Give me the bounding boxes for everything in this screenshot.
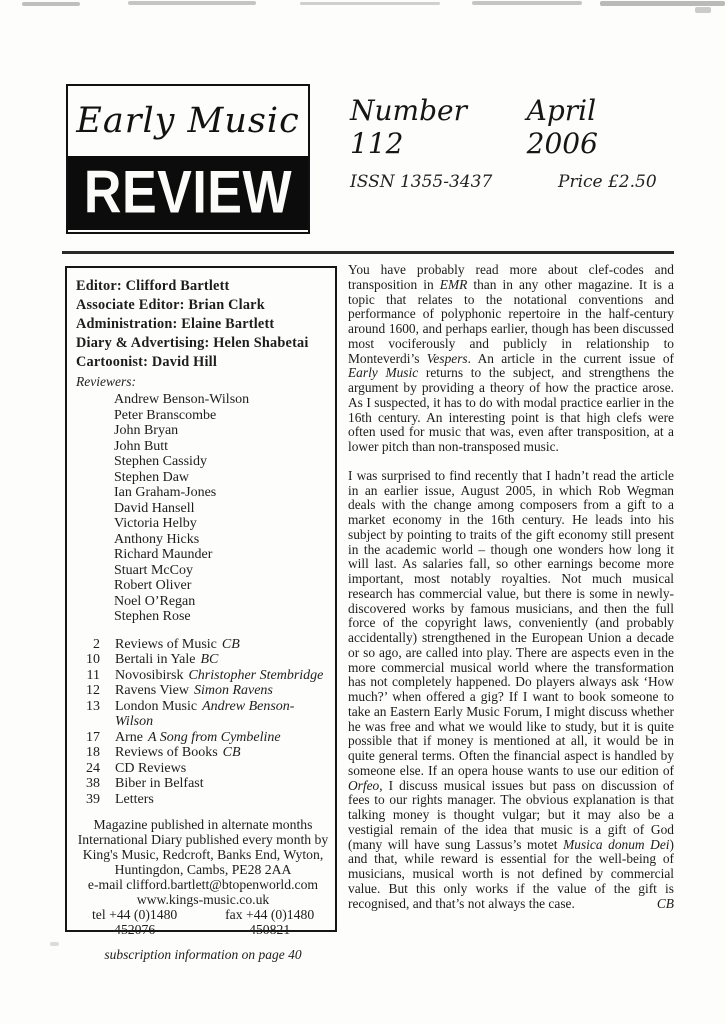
editorial-paragraph-2: I was surprised to find recently that I hadn’t read the article in an earlier issue, August 2005, in which Rob Wegman deals with the change among composers from a gift to a market economy in the 16th century. He leads into his subject by pointing to traits of the gift economy still present in the academic world – though one wonders how long it will last. As salaries fall, so other earnings become more important, most notably royalties. Not much musical research has commercial value, but there is some in newly-discovered works by famous musicians, and then the full force of the copyright laws, conveniently (and probably accidentally) strengthened in the European Union a decade or so ago, are called into play. There are aspects even in the more commercial musical world where the transformation has not completely happened. Do players always ask ‘How much?’ when offered a gig? If I want to book someone to take an Eastern Early Music Forum, I might discuss whether he was free and what we would like to study, but it is quite possible that if money is mentioned at all, it would be in quite general terms. Often the financial aspect is handled by someone else. If an opera house wants to use our edition of Orfeo, I discuss musical issues but pass on discussion of fees to our rights manager. The obvious explanation is that talking money is thought vulgar; but it may also be a vestigial remain of the idea that music is a gift of God (many will have sung Lassus’s motet Musica donum Dei) and that, while reward is essential for the well-being of musicians, musical worth is not defined by commercial value. But this only works if the value of the gift is recognised, and that’s not always the case. CB [348, 467, 674, 911]
publisher-note [76, 817, 330, 937]
info-panel [65, 266, 337, 962]
header-rule [62, 251, 674, 254]
toc-page-number: 38 [86, 776, 100, 791]
publisher-telfax [76, 907, 330, 937]
toc-byline: Andrew Benson-Wilson [115, 698, 295, 729]
toc-entry-title: Reviews of Music CB [115, 636, 240, 652]
toc-page-number: 39 [86, 791, 100, 807]
staff-line-administration: Administration: Elaine Bartlett [76, 316, 275, 332]
toc-page-number: 18 [86, 745, 100, 760]
reviewers-heading: Reviewers: [76, 374, 136, 389]
toc-byline: Simon Ravens [193, 683, 273, 698]
issue-date: April 2006 [526, 94, 598, 160]
toc-page-number: 11 [86, 667, 100, 683]
reviewer-name: Anthony Hicks [114, 531, 200, 547]
masthead-logo [66, 84, 310, 234]
publisher-website: www.kings-music.co.uk [136, 892, 270, 907]
scan-artifact [600, 1, 725, 6]
scan-artifact [695, 7, 711, 13]
toc-entry-title: CD Reviews [115, 760, 187, 776]
editorial-paragraph-1: You have probably read more about clef-codes and transposition in EMR than in any other magazine. It is a topic that relates to the notational conventions and performance of polyphonic repertoire in the half-century around 1600, and perhaps earlier, though has been discussed most vociferously and publicly in relationship to Monteverdi’s Vespers. An article in the current issue of Early Music returns to the subject, and strengthens the argument by providing a theory of how the practice arose. As I suspected, it has to do with modal practice earlier in the 16th century. An interesting point is that high clefs were often used for music that was, even after transposition, at a lower pitch than non-transposed music. [348, 262, 675, 454]
toc-row [76, 776, 330, 792]
price: Price £2.50 [558, 172, 657, 192]
publisher-fax: fax +44 (0)1480 450821 [225, 907, 315, 937]
scan-artifact [22, 2, 80, 6]
toc-row [76, 792, 330, 808]
reviewer-name: Andrew Benson-Wilson [114, 392, 250, 407]
toc-entry-title: Arne A Song from Cymbeline [115, 729, 281, 745]
logo-review-banner [68, 156, 308, 230]
reviewer-name: Stuart McCoy [114, 562, 193, 578]
publisher-line: Magazine published in alternate months [93, 817, 313, 832]
toc-byline: CB [221, 636, 240, 652]
toc-row [76, 683, 330, 699]
reviewer-name: Victoria Helby [114, 516, 197, 531]
staff-line-associate-editor: Associate Editor: Brian Clark [76, 297, 265, 313]
reviewer-name: John Butt [114, 438, 169, 454]
subscription-note: subscription information on page 40 [104, 947, 302, 962]
publisher-line: Huntingdon, Cambs, PE28 2AA [114, 862, 292, 877]
editorial-signature: CB [656, 895, 674, 911]
reviewer-name: Peter Branscombe [114, 407, 217, 423]
toc-row [76, 668, 330, 684]
staff-line-cartoonist: Cartoonist: David Hill [76, 354, 218, 370]
toc-page-number: 13 [86, 698, 100, 714]
editorial-column [348, 263, 674, 911]
reviewer-name: Stephen Rose [114, 609, 191, 624]
staff-line-diary-advertising: Diary & Advertising: Helen Shabetai [76, 335, 309, 351]
publisher-line: International Diary published every month by [77, 832, 329, 847]
logo-title-area [68, 86, 308, 156]
reviewer-name: John Bryan [114, 423, 179, 438]
toc-byline: CB [222, 745, 241, 760]
toc-page-number: 12 [86, 683, 100, 698]
reviewer-name: Robert Oliver [114, 578, 192, 593]
toc-entry-title: Bertali in Yale BC [115, 652, 219, 667]
toc-page-number: 10 [86, 652, 100, 667]
issue-number: Number 112 [350, 94, 467, 160]
reviewer-name: Ian Graham-Jones [114, 485, 217, 500]
table-of-contents [76, 637, 330, 808]
toc-row [76, 637, 330, 653]
issue-meta [350, 172, 674, 192]
toc-row [76, 761, 330, 777]
toc-page-number: 24 [86, 760, 100, 776]
toc-entry-title: Novosibirsk Christopher Stembridge [115, 667, 324, 683]
toc-row [76, 745, 330, 761]
issue-header [350, 94, 674, 160]
reviewer-name: Noel O’Regan [114, 593, 196, 609]
toc-entry-title: London Music Andrew Benson-Wilson [115, 698, 295, 729]
issn: ISSN 1355-3437 [350, 172, 493, 192]
scan-artifact [472, 1, 582, 5]
publisher-line: King's Music, Redcroft, Banks End, Wyton, [82, 847, 324, 862]
toc-row [76, 652, 330, 668]
logo-review-text: REVIEW [83, 159, 293, 227]
scan-artifact [50, 942, 59, 946]
publisher-email: e-mail clifford.bartlett@btopenworld.com [87, 877, 319, 892]
reviewer-name: Stephen Daw [114, 469, 190, 485]
toc-entry-title: Reviews of Books CB [115, 745, 241, 760]
toc-page-number: 2 [93, 636, 100, 652]
reviewer-list [76, 392, 330, 625]
reviewer-name: David Hansell [114, 500, 195, 516]
toc-row [76, 730, 330, 746]
toc-row [76, 699, 330, 730]
staff-line-editor: Editor: Clifford Bartlett [76, 278, 230, 294]
toc-byline: A Song from Cymbeline [148, 729, 281, 745]
publisher-tel: tel +44 (0)1480 452076 [92, 907, 178, 937]
scan-artifact [128, 1, 256, 5]
reviewer-name: Stephen Cassidy [114, 454, 207, 469]
toc-entry-title: Ravens View Simon Ravens [115, 683, 273, 698]
scan-artifact [300, 2, 440, 5]
toc-entry-title: Biber in Belfast [115, 776, 204, 791]
toc-page-number: 17 [86, 729, 100, 745]
toc-byline: Christopher Stembridge [188, 667, 324, 683]
logo-title: Early Music [76, 101, 300, 141]
toc-entry-title: Letters [115, 791, 154, 807]
toc-byline: BC [200, 652, 219, 667]
reviewer-name: Richard Maunder [114, 547, 213, 562]
